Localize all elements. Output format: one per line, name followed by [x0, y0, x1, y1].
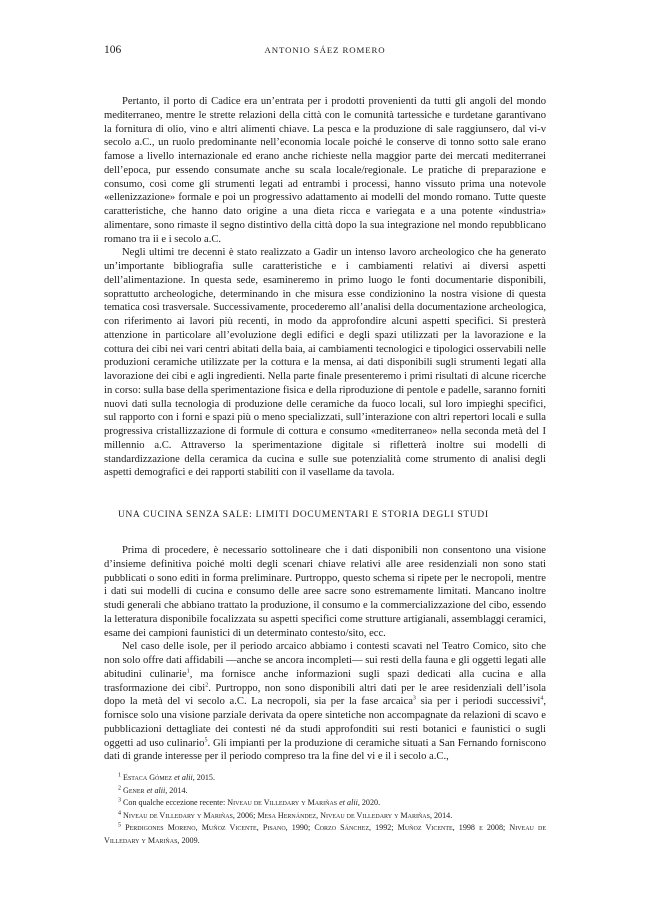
- footnote-number: 2: [118, 784, 121, 791]
- footnote-ref[interactable]: 1: [186, 668, 190, 675]
- paragraph-4-text: sia per i periodi successivi: [415, 696, 541, 708]
- footnote-number: 5: [118, 822, 121, 829]
- footnote-1: [104, 772, 546, 785]
- footnote-rest: , 2015.: [192, 773, 215, 782]
- footnote-etal: et alii: [174, 773, 193, 782]
- footnotes: [104, 772, 546, 848]
- paragraph-4-text: , ma fornisce anche informazioni sugli spazi dedicati alla cucina e alla trasformazione dei cibi: [104, 668, 546, 694]
- paragraph-3: Prima di procedere, è necessario sottolineare che i dati disponibili non consentono una visione d’insieme definitiva poiché molti degli scenari chiave relativi alle aree residenziali non sono stati pubblicati o sono editi in forma preliminare. Purtroppo, questo schema si ripete per le necropoli, mentre i dati sui modelli di cucina e consumo delle aree sacre sono estremamente limitati. Mancano inoltre studi generali che abbiano trattato la produzione, il consumo e la commercializzazione del cibo, essendo la letteratura disponibile focalizzata su aspetti specifici come strutture artigianali, assemblaggi ceramici, esame dei campioni faunistici di un determinato contesto/sito, ecc.: [104, 545, 546, 639]
- footnote-text: Niveau de Villedary y Mariñas, 2006; Mesa Hernández, Niveau de Villedary y Mariñas, 2014.: [123, 810, 453, 820]
- footnote-rest: , 2014.: [165, 785, 188, 795]
- paragraph-4-text: . Purtroppo, non sono disponibili altri dati per le aree residenziali dell’isola dopo la metà del vi secolo a.C. La necropoli, sia per la fase arcaica: [104, 682, 547, 708]
- footnote-number: 1: [118, 772, 121, 779]
- running-title: ANTONIO SÁEZ ROMERO: [264, 45, 386, 55]
- body-text: [104, 95, 546, 764]
- section-heading: UNA CUCINA SENZA SALE: LIMITI DOCUMENTARI E STORIA DEGLI STUDI: [118, 510, 489, 520]
- footnote-ref[interactable]: 2: [205, 681, 209, 688]
- footnote-etal: et alii: [146, 785, 166, 795]
- paragraph-4: [104, 640, 546, 764]
- footnote-rest: , 2020.: [357, 798, 381, 808]
- footnote-4: [104, 810, 546, 823]
- footnote-ref[interactable]: 5: [204, 736, 208, 743]
- paragraph-1: Pertanto, il porto di Cadice era un’entrata per i prodotti provenienti da tutti gli angoli del mondo mediterraneo, mentre le strette relazioni della città con le comunità tartessiche e turdetane garantivano la fornitura di olio, vino e altri alimenti chiave. La pesca e la produzione di sale raggiunsero, dal vi-v secolo a.C., un ruolo predominante nell’economia locale poiché le conserve di tonno sotto sale erano famose a livello internazionale ed erano anche richieste nella maggior parte dei mercati mediterranei dell’epoca, pur essendo consumate anche su scala locale/regionale. Le pratiche di preparazione e consumo, così come gli strumenti legati ad entrambi i processi, hanno vissuto prima una notevole «ellenizzazione» formale e poi un progressivo adattamento ai modelli del mondo romano. Tutte queste caratteristiche, che hanno dato origine a una dieta ricca e variegata e a una potente «industria» alimentare, sono rimaste il segno distintivo della città dopo la sua integrazione nel mondo repubblicano romano tra ii e i secolo a.C.: [104, 96, 546, 245]
- footnote-number: 3: [118, 797, 121, 804]
- footnote-etal: et alii: [339, 798, 358, 808]
- page-number: 106: [104, 44, 122, 56]
- paragraph-4-text: , fornisce solo una visione parziale derivata da opere sintetiche non accompagnate da relazioni di scavo e pubblicazioni dettagliate dei contesti né da studi approfonditi sui resti botanici e faunistici o sugli oggetti ad uso culinario: [104, 696, 546, 749]
- paragraph-4-text: . Gli impianti per la produzione di ceramiche situati a San Fernando forniscono dati di grande interesse per il periodo compreso tra la fine del vi e il i secolo a.C.,: [104, 737, 546, 763]
- footnote-2: [104, 785, 546, 798]
- footnote-text: Perdigones Moreno, Muñoz Vicente, Pisano, 1990; Corzo Sánchez, 1992; Muñoz Vicente, 1998 e 2008; Niveau de Villedary y Mariñas, 2009.: [104, 823, 546, 845]
- footnote-ref[interactable]: 3: [412, 695, 416, 702]
- running-head: [104, 44, 546, 58]
- footnote-authors: Gener: [123, 785, 145, 795]
- footnote-3: [104, 797, 546, 810]
- paragraph-2: Negli ultimi tre decenni è stato realizzato a Gadir un intenso lavoro archeologico che ha generato un’importante bibliografia sulle caratteristiche e i cambiamenti relativi ai diversi aspetti dell’alimentazione. In questa sede, esamineremo in primo luogo le fonti documentarie disponibili, soprattutto archeologiche, determinando in che misura esse condizionino la nostra visione di questa tematica così trasversale. Successivamente, procederemo all’analisi della documentazione archeologica, con riferimento ai lavori più recenti, in modo da approfondire alcuni aspetti specifici. Si presterà attenzione in particolare all’evoluzione degli edifici e degli spazi utilizzati per la lavorazione e la cottura dei cibi nei vari centri abitati della baia, ai cambiamenti tecnologici e tipologici osservabili nelle produzioni ceramiche utilizzate per la cottura e la mensa, ai dati disponibili sugli strumenti legati alla lavorazione dei cibi e agli ingredienti. Nella parte finale presenteremo i primi risultati di alcune ricerche in corso: sulla base della sperimentazione fisica e della riproduzione di pentole e padelle, saranno forniti nuovi dati sulla tecnologia di produzione delle ceramiche da fuoco locali, sul loro impieghi specifici, sul rapporto con i forni e spazi più o meno specializzati, sull’interazione con altri repertori locali e sulla progressiva cristallizzazione di formule di cottura e consumo «mediterraneo» nella seconda metà del I millennio a.C. Attraverso la sperimentazione digitale si rifletterà inoltre sui modelli di standardizzazione della ceramica da cucina e sulle sue potenzialità come strumento di analisi degli aspetti demografici e dei rapporti stabiliti con il vasellame da tavola.: [104, 247, 546, 479]
- footnote-authors: Niveau de Villedary y Mariñas: [227, 798, 338, 808]
- footnote-number: 4: [118, 810, 121, 817]
- footnote-prefix: Con qualche eccezione recente:: [123, 798, 228, 808]
- footnote-authors: Estaca Gómez: [123, 773, 173, 782]
- footnote-5: [104, 822, 546, 847]
- footnote-ref[interactable]: 4: [540, 695, 544, 702]
- paragraph-4-text: Nel caso delle isole, per il periodo arcaico abbiamo i contesti scavati nel Teatro Comico, sito che non solo offre dati affidabili —anche se ancora incompleti— sui resti della fauna e gli oggetti legati alle abitudini culinarie: [104, 641, 546, 680]
